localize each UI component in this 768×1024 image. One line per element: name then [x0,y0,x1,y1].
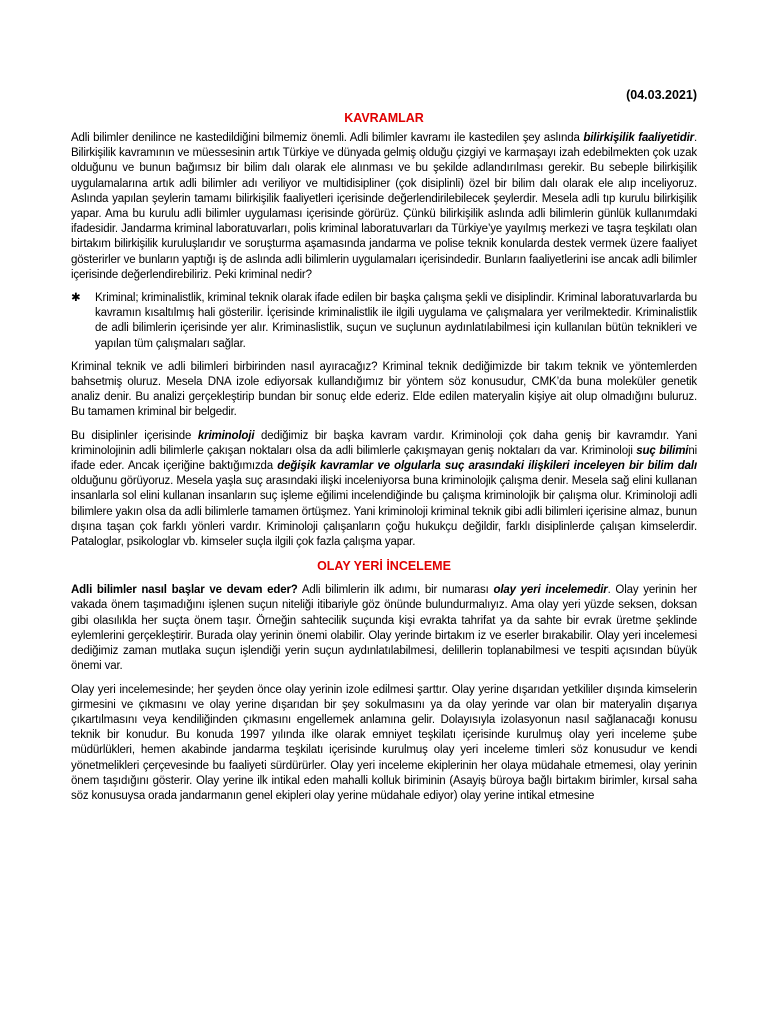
document-date: (04.03.2021) [626,88,697,102]
paragraph-kriminal-teknik: Kriminal teknik ve adli bilimleri birbirinden nasıl ayıracağız? Kriminal teknik dediğimizde bir takım teknik ve yöntemlerden bahsetmiş oluruz. Mesela DNA izole ediyorsak kullandığımız bir yöntem söz konusudur, CMK’da buna moleküler genetik analiz denir. Bu analizi gerçekleştirip bundan bir sonuç elde ederiz. Elde edilen materyalin kişiye ait olup olmadığını buluruz. Bu tamamen kriminal bir belgedir. [71,360,697,419]
emphasis-definition: değişik kavramlar ve olgularla suç arasındaki ilişkileri inceleyen bir bilim dalı [277,460,697,473]
paragraph-olay-yeri: Adli bilimler nasıl başlar ve devam eder? Adli bilimlerin ilk adımı, bir numarası olay yeri incelemedir. Olay yerinin her vakada önem taşımadığını işlenen suçun niteliği itibariyle göz önünde bulundurmalıyız. Ama olay yeri yüzde seksen, doksan gibi olasılıkla her suçta önem taşır. Örneğin sahtecilik suçunda kişi evrakta tahrifat ya da sahte bir evrak üretme şeklinde eylemlerini gerçekleştirir. Burada olay yerinin önemi olabilir. Olay yerinde birtakım iz ve eserler bırakabilir. Olay yeri incelemesi dediğimiz zaman mutlaka suçun işlendiği yerin suçun aydınlatılabilmesi, delillerin toplanabilmesi ve tespiti açısından büyük önemi var. [71,584,697,673]
emphasis-suc-bilimi: suç bilimi [636,444,689,457]
emphasis-kriminoloji: kriminoloji [197,429,255,442]
bullet-kriminal [71,291,697,352]
paragraph-adli-bilimler: Adli bilimler denilince ne kastedildiğini bilmemiz önemli. Adli bilimler kavramı ile kastedilen şey aslında bilirkişilik faaliyetidir. Bilirkişilik kavramının ve müessesinin artık Türkiye ve dünyada gelmiş olduğu çizgiyi ve karmaşayı izah edebilmekten çok uzak olduğunu ve bunun bağımsız bir bilim dalı olarak ele alınması ve bu şekilde adlandırılması gerekir. Bu sebeple bilirkişilik uygulamalarına artık adli bilimler adı veriliyor ve multidisipliner (çok disiplinli) özel bir bilim dalı olarak ele alıp inceliyoruz. Aslında yapılan şeylerin tamamı bilirkişilik faaliyetleri içerisinde değerlendirilebilecek şeylerdir. Mesela adli tıp kurulu bilirkişilik yapar. Ama bu kurulu adli bilimler uygulaması içerisinde görürüz. Çünkü bilirkişilik aslında adli bilimlerin günlük kullanımdaki ifadesidir. Jandarma kriminal laboratuvarları, polis kriminal laboratuvarları da Türkiye’ye yayılmış merkezi ve taşra teşkilatı olan birtakım bilirkişilik kuruluşlarıdır ve soruşturma aşamasında jandarma ve polise teknik konularda destek vermek üzere faaliyet gösterirler ve bunların yaptığı iş de aslında adli bilimlerin uygulamaları içerisindedir. Bunların faaliyetlerini ise ancak adli bilimler içerisinde değerlendirebiliriz. Peki kriminal nedir? [71,132,697,281]
heading-kavramlar: KAVRAMLAR [344,111,424,125]
paragraph-kriminoloji: Bu disiplinler içerisinde kriminoloji dediğimiz bir başka kavram vardır. Kriminoloji çok daha geniş bir kavramdır. Yani kriminolojinin adli bilimlerle çakışan noktaları olsa da adli bilimlerle çakışmayan geniş noktaları da var. Kriminoloji suç bilimini ifade eder. Ancak içeriğine baktığımızda değişik kavramlar ve olgularla suç arasındaki ilişkileri inceleyen bir bilim dalı olduğunu görüyoruz. Mesela yaşla suç arasındaki ilişki inceleniyorsa buna kriminolojik çalışma denir. Mesela sağ elini kullanan insanlarla sol elini kullanan insanların suç işleme eğilimi incelendiğinde bu çalışma kriminolojik bir çalışma olur. Kriminoloji adli bilimlere yakın olsa da adli bilimlerle tamamen örtüşmez. Yani kriminoloji kriminal teknik gibi adli bilimleri içerisine almaz, bunun dışına taşan çok farklı yönleri vardır. Kriminoloji çalışanların çoğu hukukçu değildir, farklı disiplinlerde çalışan kimselerdir. Pataloglar, psikologlar vb. kimseler suçla ilgili çok fazla çalışma yapar. [71,429,697,549]
asterisk-bullet-icon: ✱ [71,292,81,305]
paragraph-izolasyon: Olay yeri incelemesinde; her şeyden önce olay yerinin izole edilmesi şarttır. Olay yerine dışarıdan yetkililer dışında kimselerin girmesini ve çıkmasını ve olay yerine dışarıdan bir şey sokulmasını ya da olay yerinde var olan bir materyalin dışarıya çıkartılmasını veya kendiliğinden çıkmasını engellemek anlamına gelir. Dolayısıyla izolasyonun nasıl sağlanacağı konusu teknik bir konudur. Bu konuda 1997 yılında ilke olarak emniyet teşkilatı içerisinde kurulmuş olay yeri inceleme şube müdürlükleri, hemen akabinde jandarma teşkilatı içerisinde kurulmuş olay yeri inceleme timleri söz konusudur ve kendi yönetmelikleri çerçevesinde bu faaliyeti sürdürürler. Olay yeri inceleme ekiplerinin her olaya müdahale etmemesi, olay yerinin önem taşıdığını gösterir. Olay yerine ilk intikal eden mahalli kolluk biriminin (Asayiş büroya bağlı birtakım birimler, kırsal saha söz konusuysa orada jandarmanın genel ekipleri olay yerine müdahale ediyor) olay yerine intikal etmesine [71,683,697,802]
heading-olay-yeri-inceleme: OLAY YERİ İNCELEME [317,559,451,574]
document-page [71,86,697,812]
emphasis-olay-yeri: olay yeri incelemedir [493,584,608,597]
bullet-text: Kriminal; kriminalistlik, kriminal teknik olarak ifade edilen bir başka çalışma şekli ve disiplindir. Kriminal laboratuvarlarda bu kavramın kısaltılmış hali gösterilir. İçerisinde kriminalistlik ile ilgili uygulama ve çalışmalara yer verilmektedir. Kriminalistlik de adli bilimlerin içerisinde yer alır. Kriminaslistlik, suçun ve suçlunun aydınlatılabilmesi için kullanılan bütün teknikleri ve yapılan tüm çalışmaları sağlar. [95,292,697,350]
emphasis-bilirkisilik: bilirkişilik faaliyetidir [583,132,694,144]
question-text: Adli bilimler nasıl başlar ve devam eder? [71,584,298,597]
